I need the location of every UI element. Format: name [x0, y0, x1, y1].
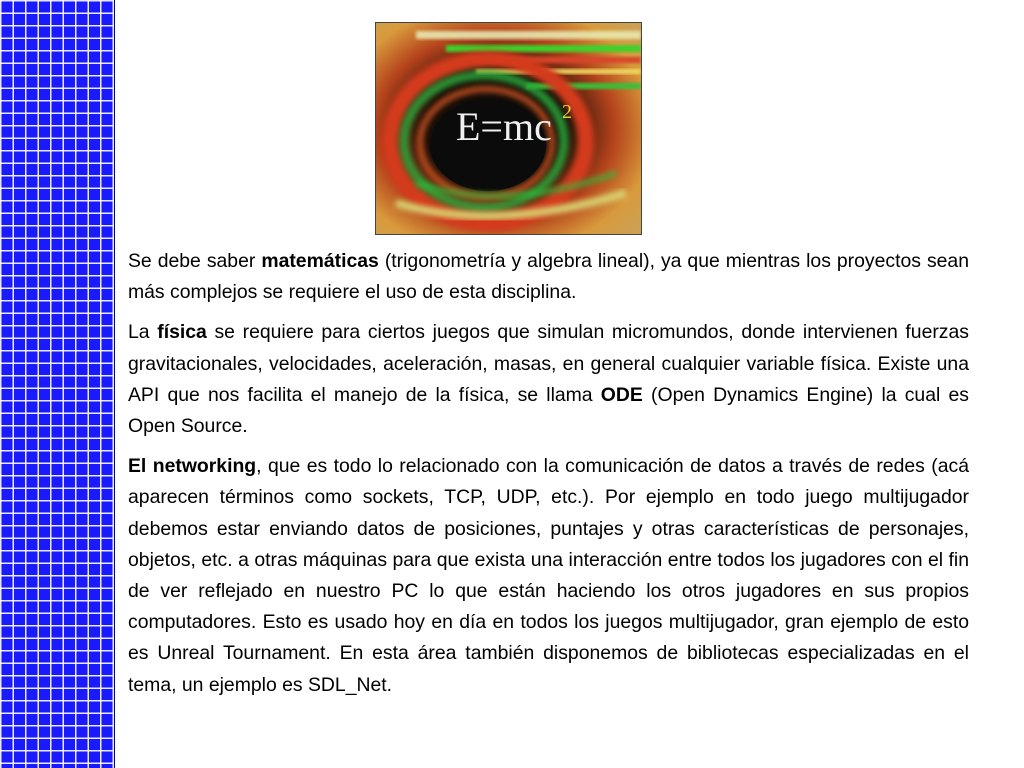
bold-term: El networking — [128, 455, 257, 478]
paragraph-networking — [128, 451, 969, 701]
text-span: (Open Dynamics Engine) la cual es Open Source. — [128, 383, 969, 438]
text-span: Se debe saber — [128, 250, 262, 272]
equation-text — [456, 104, 552, 149]
text-span: se requiere para ciertos juegos que simulan micromundos, donde intervienen fuerzas gravitacionales, velocidades, aceleración, masas, en general cualquier variable física. Existe una API que nos facilita el manejo de la física, se llama — [128, 321, 969, 406]
bold-term: matemáticas — [261, 250, 379, 272]
paragraph-mathematics — [128, 246, 969, 308]
emc2-image — [375, 22, 642, 235]
body-text — [128, 246, 969, 710]
equation-base: E=mc — [456, 104, 552, 149]
text-span: , que es todo lo relacionado con la comunicación de datos a través de redes (acá aparecen términos como sockets, TCP, UDP, etc.). Por ejemplo en todo juego multijugador debemos estar enviando datos de posiciones, puntajes y otras características de personajes, objetos, etc. a otras máquinas para que exista una interacción entre todos los jugadores con el fin de ver reflejado en nuestro PC lo que están haciendo los otros jugadores en sus propios computadores. Esto es usado hoy en día en todos los juegos multijugador, gran ejemplo de esto es Unreal Tournament. En esta área también disponemos de bibliotecas especializadas en el tema, un ejemplo es SDL_Net. — [128, 455, 969, 696]
bold-term: física — [157, 321, 207, 344]
paragraph-physics — [128, 317, 969, 442]
text-span: La — [128, 321, 158, 344]
bold-term: ODE — [600, 383, 643, 406]
decorative-grid-band — [0, 0, 115, 768]
text-span: (trigonometría y algebra lineal), ya que mientras los proyectos sean más complejos se requiere el uso de esta disciplina. — [128, 250, 969, 304]
equation-exponent: 2 — [562, 101, 572, 123]
emc2-artwork — [376, 23, 641, 234]
